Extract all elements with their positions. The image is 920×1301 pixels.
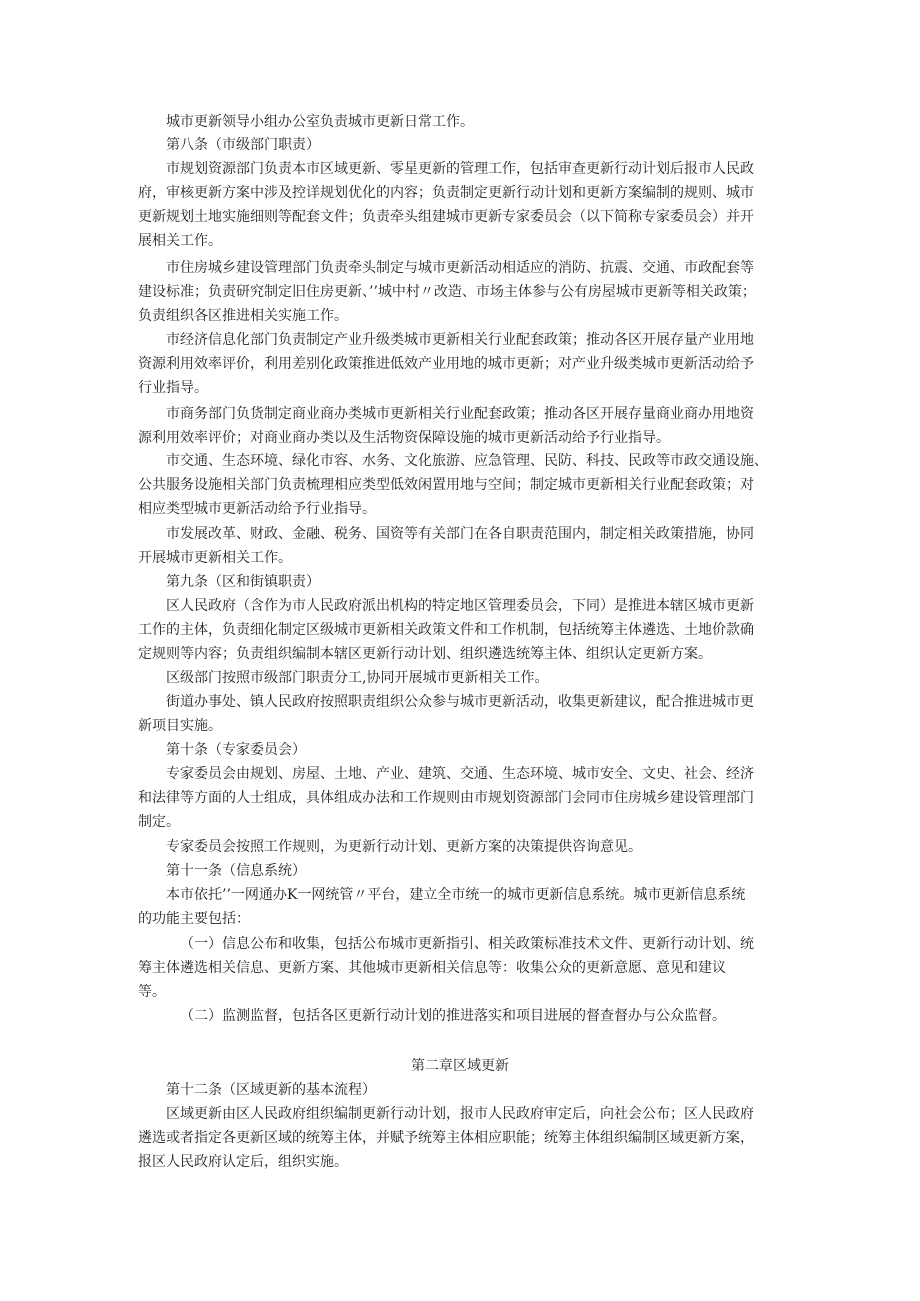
line-text: 新项目实施。 [138, 718, 222, 734]
text-line [0, 837, 920, 857]
line-text: 建设标准；负责研究制定旧住房更新、’’城中村〃改造、市场主体参与公有房屋城市更新等相关政策； [138, 284, 756, 300]
text-line [0, 958, 920, 978]
text-line [0, 282, 920, 302]
line-text: 工作的主体，负责细化制定区级城市更新相关政策文件和工作机制，包括统筹主体遴选、土地价款确 [138, 622, 754, 638]
line-text: 第十一条（信息系统） [166, 863, 306, 879]
line-text: 市商务部门负货制定商业商办类城市更新相关行业配套政策；推动各区开展存量商业商办用地资 [166, 406, 754, 422]
line-text: 市经济信息化部门负责制定产业升级类城市更新相关行业配套政策；推动各区开展存量产业用地 [166, 332, 754, 348]
chapter-title [0, 1056, 920, 1076]
text-line [0, 1128, 920, 1148]
line-text: 第八条（市级部门职责） [166, 137, 320, 153]
text-line [0, 885, 920, 905]
text-line [0, 404, 920, 424]
text-line [0, 231, 920, 251]
line-text: 制定。 [138, 814, 180, 830]
line-text: 源利用效率评价；对商业商办类以及生活物资保障设施的城市更新活动给予行业指导。 [138, 430, 670, 446]
text-line [0, 451, 920, 471]
text-line [0, 378, 920, 398]
text-line [0, 183, 920, 203]
text-line [0, 1104, 920, 1124]
line-text: 相应类型城市更新活动给予行业指导。 [138, 501, 376, 517]
line-text: 报区人民政府认定后，组织实施。 [138, 1154, 348, 1170]
line-text: 展相关工作。 [138, 233, 222, 249]
text-line [0, 159, 920, 179]
line-text: 市规划资源部门负责本市区域更新、零星更新的管理工作，包括审查更新行动计划后报市人民政 [166, 161, 754, 177]
line-text: 城市更新领导小组办公室负责城市更新日常工作。 [166, 114, 474, 130]
list-item [0, 1006, 920, 1026]
line-text: 负责组织各区推进相关实施工作。 [138, 308, 348, 324]
line-text: 筹主体遴选相关信息、更新方案、其他城市更新相关信息等：收集公众的更新意愿、意见和建议 [138, 960, 726, 976]
text-line [0, 548, 920, 568]
text-line [0, 354, 920, 374]
line-text: 第九条（区和街镇职责） [166, 574, 320, 590]
text-line [0, 428, 920, 448]
line-text: 区人民政府（含作为市人民政府派出机构的特定地区管理委员会，下同）是推进本辖区城市更新 [166, 598, 754, 614]
text-line [0, 788, 920, 808]
text-line [0, 499, 920, 519]
article-heading [0, 740, 920, 760]
line-text: 开展城市更新相关工作。 [138, 550, 292, 566]
line-text: 区域更新由区人民政府组织编制更新行动计划，报市人民政府审定后，向社会公布；区人民政府 [166, 1106, 754, 1122]
list-item [0, 934, 920, 954]
text-line [0, 207, 920, 227]
text-line [0, 258, 920, 278]
line-text: 公共服务设施相关部门负责梳理相应类型低效闲置用地与空间；制定城市更新相关行业配套政策；对 [138, 477, 754, 493]
text-line [0, 620, 920, 640]
text-line [0, 668, 920, 688]
article-heading [0, 572, 920, 592]
text-line [0, 909, 920, 929]
text-line [0, 644, 920, 664]
line-text: 等。 [138, 984, 166, 1000]
line-text: 本市依托’’一网通办K一网统管〃平台，建立全市统一的城市更新信息系统。城市更新信息系统 [166, 887, 746, 903]
line-text: （一）信息公布和收集，包括公布城市更新指引、相关政策标准技术文件、更新行动计划、统 [180, 936, 754, 952]
line-text: 街道办事处、镇人民政府按照职责组织公众参与城市更新活动，收集更新建议，配合推进城市更 [166, 694, 754, 710]
line-text: 定规则等内容；负责组织编制本辖区更新行动计划、组织遴选统筹主体、组织认定更新方案。 [138, 646, 712, 662]
article-heading [0, 135, 920, 155]
line-text: 第二章区域更新 [411, 1058, 509, 1074]
text-line [0, 812, 920, 832]
line-text: 市发展改革、财政、金融、税务、国资等有关部门在各自职责范围内，制定相关政策措施，协同 [166, 526, 754, 542]
article-heading [0, 1080, 920, 1100]
text-line [0, 475, 920, 495]
line-text: （二）监测监督，包括各区更新行动计划的推进落实和项目进展的督查督办与公众监督。 [180, 1008, 726, 1024]
text-line [0, 982, 920, 1002]
line-text: 市交通、生态环境、绿化市容、水务、文化旅游、应急管理、民防、科技、民政等市政交通设施、 [166, 453, 768, 469]
text-line [0, 524, 920, 544]
line-text: 专家委员会按照工作规则，为更新行动计划、更新方案的决策提供咨询意见。 [166, 839, 642, 855]
line-text: 和法律等方面的人士组成，具体组成办法和工作规则由市规划资源部门会同市住房城乡建设管理部门 [138, 790, 754, 806]
text-line [0, 1152, 920, 1172]
line-text: 资源利用效率评价，利用差别化政策推进低效产业用地的城市更新；对产业升级类城市更新活动给予 [138, 356, 754, 372]
line-text: 市住房城乡建设管理部门负责牵头制定与城市更新活动相适应的消防、抗震、交通、市政配套等 [166, 260, 754, 276]
line-text: 行业指导。 [138, 380, 208, 396]
text-line [0, 692, 920, 712]
line-text: 的功能主要包括： [138, 911, 250, 927]
line-text: 府，审核更新方案中涉及控详规划优化的内容；负责制定更新行动计划和更新方案编制的规则、城市 [138, 185, 754, 201]
line-text: 遴选或者指定各更新区域的统筹主体，并赋予统筹主体相应职能；统筹主体组织编制区域更新方案， [138, 1130, 754, 1146]
line-text: 第十条（专家委员会） [166, 742, 306, 758]
text-line [0, 596, 920, 616]
text-line [0, 330, 920, 350]
line-text: 专家委员会由规划、房屋、土地、产业、建筑、交通、生态环境、城市安全、文史、社会、经济 [166, 766, 754, 782]
text-line [0, 112, 920, 132]
article-heading [0, 861, 920, 881]
line-text: 第十二条（区域更新的基本流程） [166, 1082, 376, 1098]
text-line [0, 306, 920, 326]
line-text: 更新规划土地实施细则等配套文件；负责牵头组建城市更新专家委员会（以下简称专家委员会）并开 [138, 209, 754, 225]
text-line [0, 716, 920, 736]
text-line [0, 764, 920, 784]
line-text: 区级部门按照市级部门职责分工,协同开展城市更新相关工作。 [166, 670, 549, 686]
